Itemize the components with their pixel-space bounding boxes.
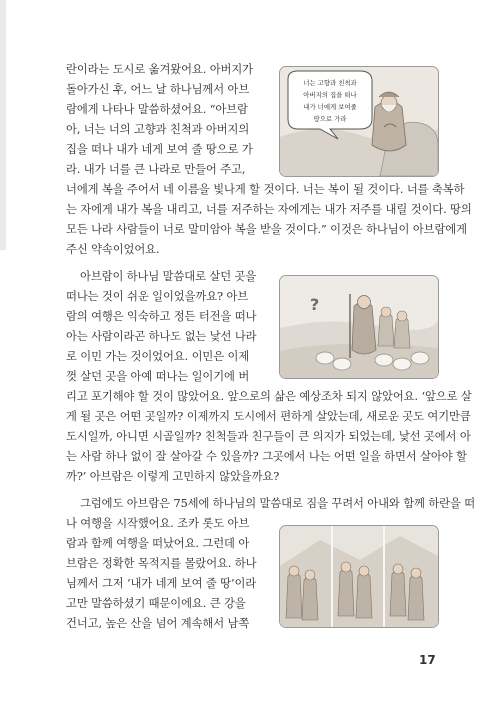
text-line: 로 이민 가는 것이었어요. 이민은 이제 xyxy=(66,350,250,363)
text-line: 님께서 그저 ‘내가 네게 보여 줄 땅’이라 xyxy=(66,577,257,590)
text-line: 돌아가신 후, 어느 날 하나님께서 아브 xyxy=(66,83,250,96)
text-line: 나 여행을 시작했어요. 조카 롯도 아브 xyxy=(66,517,250,530)
text-line: 모든 나라 사람들이 너로 말미암아 복을 받을 것이다.” 이것은 하나님이 아브람에게 xyxy=(66,223,467,236)
text-line: 건너고, 높은 산을 넘어 계속해서 남쪽 xyxy=(66,617,250,630)
text-line: 아브람이 하나님 말씀대로 살던 곳을 xyxy=(80,270,257,283)
text-line: 까?’ 아브람은 이렇게 고민하지 않았을까요? xyxy=(66,470,280,483)
text-line: 주신 약속이었어요. xyxy=(66,243,160,256)
text-line: 브람은 정확한 목적지를 몰랐어요. 하나 xyxy=(66,557,257,570)
text-line: 껏 살던 곳을 아예 떠나는 일이기에 버 xyxy=(66,370,250,383)
question-mark: ? xyxy=(310,295,320,314)
text-line: 게 될 곳은 어떤 곳일까? 이제까지 도시에서 편하게 살았는데, 새로운 곳도 여기만큼 xyxy=(66,410,471,423)
text-line: 는 사람 하나 없이 잘 살아갈 수 있을까? 그곳에서 나는 어떤 일을 하면서 살아야 할 xyxy=(66,450,467,463)
text-line: 라. 내가 너를 큰 나라로 만들어 주고, xyxy=(66,163,246,176)
text-line: 리고 포기해야 할 것이 많았어요. 앞으로의 삶은 예상조차 되지 않았어요. ‘앞으로 살 xyxy=(66,390,472,403)
text-line: 떠나는 것이 쉬운 일이었을까요? 아브 xyxy=(66,290,249,303)
text-line: 아, 너는 너의 고향과 친척과 아버지의 xyxy=(66,123,250,136)
text-line: 도시일까, 아니면 시골일까? 친척들과 친구들이 큰 의지가 되었는데, 낯선 곳에서 아 xyxy=(66,430,471,443)
text-line: 란이라는 도시로 옮겨왔어요. 아버지가 xyxy=(66,63,253,76)
text-line: 람의 여행은 익숙하고 정든 터전을 떠나 xyxy=(66,310,257,323)
abram-praying-illustration xyxy=(279,66,439,177)
text-line: 아는 사람이라곤 하나도 없는 낯선 나라 xyxy=(66,330,257,343)
bubble-line: 아버지의 집을 떠나 xyxy=(303,91,357,99)
page-edge-shadow xyxy=(0,0,6,250)
text-line: 람과 함께 여행을 떠났어요. 그런데 아 xyxy=(66,537,250,550)
text-line: 너에게 복을 주어서 네 이름을 빛나게 할 것이다. 너는 복이 될 것이다. 너를 축복하 xyxy=(66,183,465,196)
text-line: 는 자에게 내가 복을 내리고, 너를 저주하는 자에게는 내가 저주를 내릴 것이다. 땅의 xyxy=(66,203,472,216)
abram-journey-illustration xyxy=(279,275,439,379)
speech-bubble xyxy=(288,71,372,139)
page-number: 17 xyxy=(419,653,436,667)
text-line: 그럼에도 아브람은 75세에 하나님의 말씀대로 짐을 꾸려서 아내와 함께 하란을 떠 xyxy=(80,497,476,510)
bubble-line: 땅으로 가라 xyxy=(313,115,347,123)
text-line: 람에게 나타나 말씀하셨어요. “아브람 xyxy=(66,103,248,116)
text-line: 집을 떠나 내가 네게 보여 줄 땅으로 가 xyxy=(66,143,253,156)
bubble-line: 내가 너에게 보여줄 xyxy=(303,103,357,111)
text-line: 고만 말씀하셨기 때문이에요. 큰 강을 xyxy=(66,597,246,610)
journey-group-illustration xyxy=(279,525,439,628)
bubble-line: 너는 고향과 친척과 xyxy=(303,79,357,87)
